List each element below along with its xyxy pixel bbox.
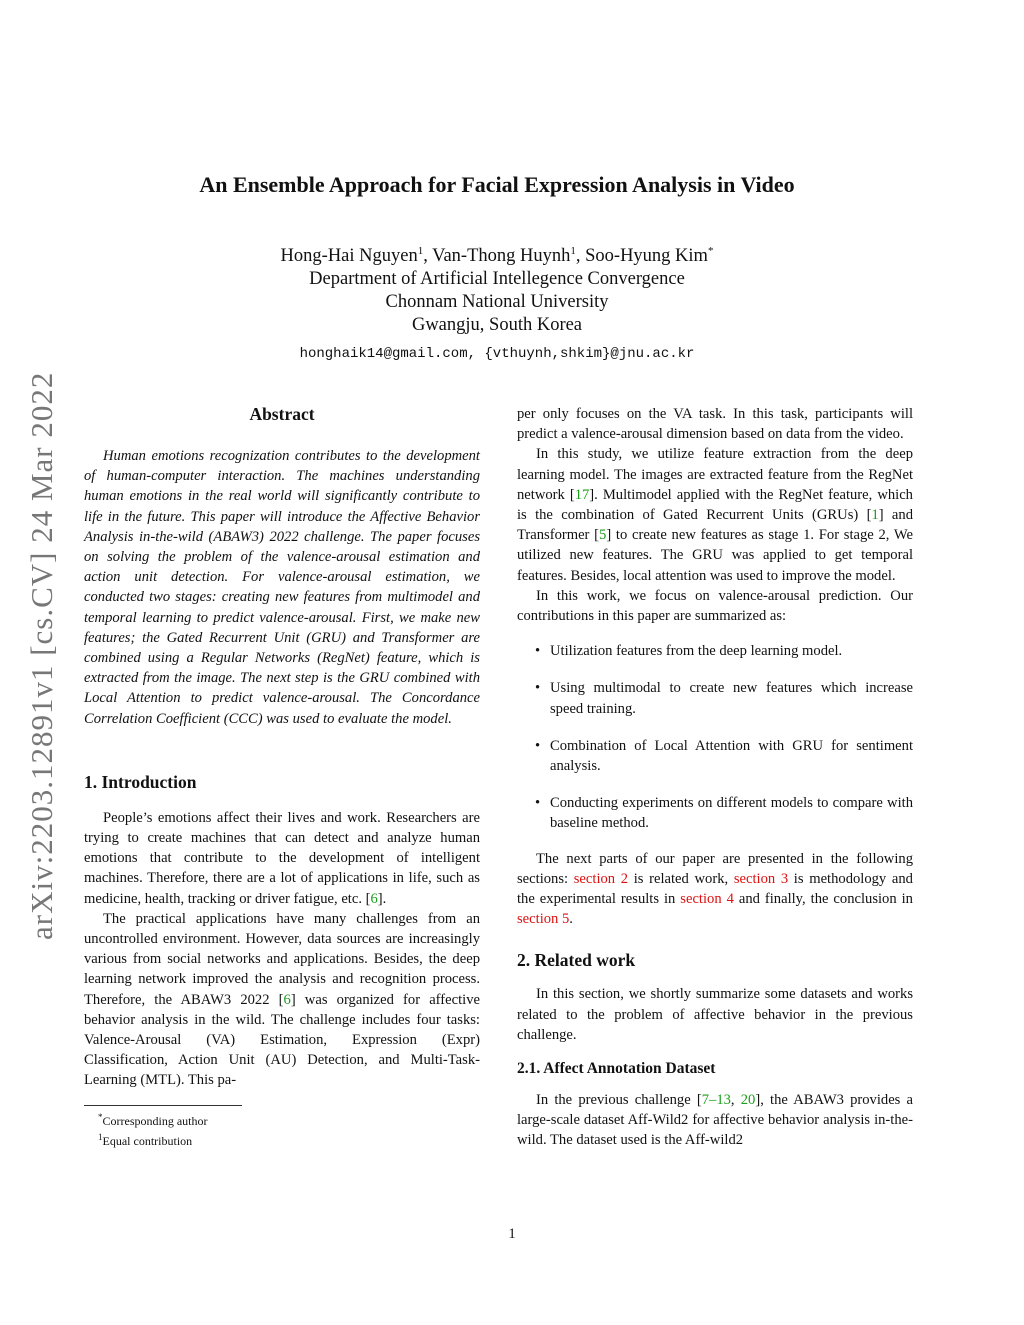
- author-block: [80, 240, 914, 366]
- section-link[interactable]: section 4: [680, 891, 734, 908]
- author-names: Hong-Hai Nguyen$^1$, Van-Thong Huynh$^1$, Soo-Hyung Kim*: [280, 245, 714, 267]
- citation-link[interactable]: 6: [283, 991, 291, 1008]
- affiliation-line: Chonnam National University: [385, 292, 609, 313]
- arxiv-side-stamp: arXiv:2203.12891v1 [cs.CV] 24 Mar 2022: [24, 371, 59, 940]
- intro-paragraph-cont: per only focuses on the VA task. In this task, participants will predict a valence-arousal dimension based on data from the video.: [517, 406, 913, 443]
- section-link[interactable]: section 2: [573, 870, 629, 887]
- section-link[interactable]: section 5: [517, 911, 570, 928]
- citation-link[interactable]: 5: [599, 527, 607, 544]
- intro-heading: 1. Introduction: [84, 771, 197, 792]
- footnote-rule: [84, 1105, 242, 1106]
- intro-paragraph: The next parts of our paper are presented in the following sections: section 2 is related work, section 3 is methodology and the experimental results in section 4 and finally, the conclusion in section 5.: [517, 850, 913, 928]
- intro-paragraph: In this work, we focus on valence-arousal prediction. Our contributions in this paper are summarized as:: [517, 587, 913, 625]
- page-number: 1: [508, 1226, 516, 1242]
- author-emails: honghaik14@gmail.com, {vthuynh,shkim}@jnu.ac.kr: [299, 346, 695, 363]
- left-column: [84, 404, 480, 1149]
- list-item: • Using multimodal to create new features which increase speed training.: [517, 678, 913, 718]
- right-column: [517, 404, 913, 1151]
- related-heading: 2. Related work: [517, 950, 636, 971]
- affiliation-line: Department of Artificial Intellegence Convergence: [309, 269, 685, 290]
- author-mark: 1: [417, 245, 424, 257]
- abstract-heading: Abstract: [249, 404, 315, 424]
- author-mark: *: [707, 245, 714, 257]
- citation-link[interactable]: 20: [740, 1092, 756, 1109]
- intro-paragraph: The practical applications have many challenges from an uncontrolled environment. However, data sources are increasingly various from social networks and applications. Besides, the deep learning network improved the analysis and recognition process. Therefore, the ABAW3 2022 [6] was organized for affective behavior analysis in the wild. The challenge includes four tasks: Valence-Arousal (VA) Estimation, Expression (Expr) Classification, Action Unit (AU) Detection, and Multi-Task-Learning (MTL). This pa-: [84, 910, 480, 1089]
- list-item: • Conducting experiments on different models to compare with baseline method.: [517, 793, 913, 833]
- intro-paragraph: In this study, we utilize feature extraction from the deep learning model. The images are extracted feature from the RegNet network [17]. Multimodel applied with the RegNet feature, which is the combination of Gated Recurrent Units (GRUs) [1] and Transformer [5] to create new features as stage 1. For stage 2, We utilized new features. The GRU was applied to get temporal features. Besides, local attention was used to improve the model.: [517, 446, 913, 584]
- subsection-heading: 2.1. Affect Annotation Dataset: [517, 1060, 716, 1078]
- list-item: • Combination of Local Attention with GRU for sentiment analysis.: [517, 736, 913, 776]
- footnote: *Corresponding author: [98, 1111, 208, 1128]
- paper-title: An Ensemble Approach for Facial Expression Analysis in Video: [199, 172, 795, 197]
- related-paragraph: In this section, we shortly summarize some datasets and works related to the problem of affective behavior in the previous challenge.: [517, 986, 913, 1043]
- citation-link[interactable]: 13: [716, 1092, 731, 1109]
- contribution-list: [517, 641, 913, 833]
- citation-link[interactable]: 7: [701, 1092, 710, 1109]
- author-mark: 1: [570, 245, 576, 257]
- footnote: $^1$Equal contribution: [98, 1131, 193, 1148]
- related-paragraph: In the previous challenge [7–13, 20], the ABAW3 provides a large-scale dataset Aff-Wild2 for affective behavior analysis in-the-wild. The dataset used is the Aff-wild2: [517, 1092, 914, 1149]
- author-name: Van-Thong Huynh: [432, 246, 571, 267]
- section-link[interactable]: section 3: [733, 870, 789, 887]
- author-name: Hong-Hai Nguyen: [280, 246, 418, 267]
- citation-link[interactable]: 6: [370, 890, 378, 907]
- citation-link[interactable]: 17: [574, 486, 590, 503]
- affiliation-line: Gwangju, South Korea: [411, 315, 583, 336]
- abstract-text: Human emotions recognization contributes to the development of human-computer interaction. The machines understanding human emotions in the real world will significantly contribute to life in the future. This paper will introduce the Affective Behavior Analysis in-the-wild (ABAW3) 2022 challenge. The paper focuses on solving the problem of the valence-arousal estimation and action unit detection. For valence-arousal estimation, we conducted two stages: creating new features from multimodel and temporal learning to predict valence-arousal. First, we make new features; the Gated Recurrent Unit (GRU) and Transformer are combined using a Regular Networks (RegNet) feature, which is extracted from the image. The next step is the GRU combined with Local Attention to predict valence-arousal. The Concordance Correlation Coefficient (CCC) was used to evaluate the model.: [84, 448, 480, 727]
- author-name: Soo-Hyung Kim: [585, 246, 708, 267]
- intro-paragraph: People’s emotions affect their lives and work. Researchers are trying to create machines that can detect and analyze human emotions that contribute to the development of intelligent machines. Therefore, there are a lot of applications in life, such as medicine, health, tracking or driver fatigue, etc. [6].: [84, 809, 480, 907]
- citation-link[interactable]: 1: [871, 507, 879, 524]
- list-item: • Utilization features from the deep learning model.: [517, 641, 913, 661]
